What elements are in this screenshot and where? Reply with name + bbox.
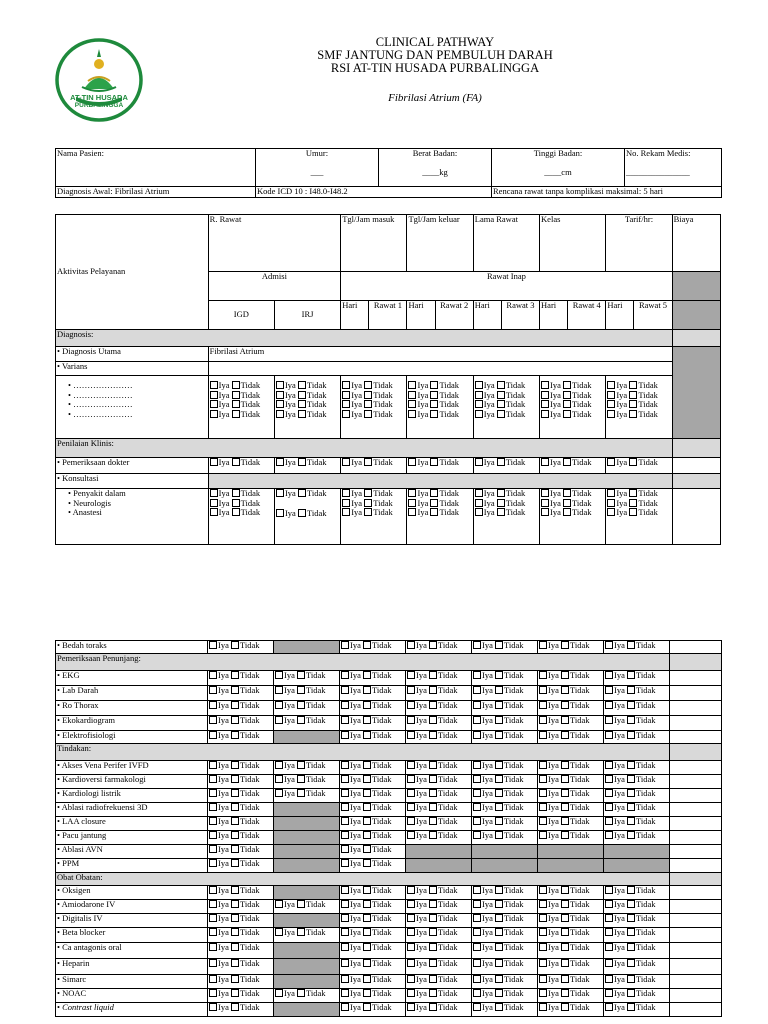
- checkbox-group[interactable]: Iya Tidak Iya Tidak Iya Tidak Iya Tidak: [341, 376, 407, 439]
- section-penunjang: Pemeriksaan Penunjang:: [56, 654, 670, 671]
- checkbox-group[interactable]: Iya Tidak: [472, 959, 538, 975]
- checkbox-group[interactable]: Iya Tidak: [208, 914, 274, 928]
- checkbox-group[interactable]: Iya Tidak: [274, 928, 340, 943]
- hari-header: Hari: [407, 301, 435, 330]
- checkbox-group[interactable]: Iya Tidak: [472, 641, 538, 654]
- checkbox-group[interactable]: Iya Tidak: [208, 959, 274, 975]
- section-tindakan: Tindakan:: [56, 744, 670, 761]
- checkbox-group[interactable]: Iya Tidak: [406, 789, 472, 803]
- checkbox-group[interactable]: Iya Tidak: [406, 914, 472, 928]
- checkbox-group[interactable]: Iya Tidak: [208, 859, 274, 873]
- checkbox-group[interactable]: Iya Tidak Iya Tidak Iya Tidak: [341, 489, 407, 545]
- checkbox-group[interactable]: Iya Tidak: [604, 803, 670, 817]
- checkbox-group[interactable]: Iya Tidak: [472, 989, 538, 1003]
- clinical-pathway-grid-continued: [55, 640, 722, 1017]
- checkbox-group[interactable]: Iya Tidak: [604, 817, 670, 831]
- checkbox-group[interactable]: Iya Tidak: [472, 761, 538, 775]
- ekg-label: • EKG: [56, 671, 208, 686]
- checkbox-group[interactable]: Iya Tidak: [340, 731, 406, 744]
- checkbox-group[interactable]: Iya Tidak: [472, 914, 538, 928]
- checkbox-group[interactable]: Iya Tidak: [406, 671, 472, 686]
- checkbox-group[interactable]: Iya Tidak: [472, 943, 538, 959]
- lama-rawat-header: Lama Rawat: [473, 215, 539, 272]
- checkbox-group[interactable]: Iya Tidak: [208, 845, 274, 859]
- checkbox-group[interactable]: Iya Tidak: [208, 789, 274, 803]
- checkbox-group[interactable]: Iya Tidak: [406, 761, 472, 775]
- diagnosis-awal: Diagnosis Awal: Fibrilasi Atrium: [56, 187, 256, 198]
- heparin-label: • Heparin: [56, 959, 208, 975]
- document-subtitle: Fibrilasi Atrium (FA): [388, 92, 482, 104]
- checkbox-group[interactable]: Iya Tidak: [340, 803, 406, 817]
- title-line-1: CLINICAL PATHWAY: [375, 35, 495, 49]
- checkbox-group[interactable]: Iya Tidak: [274, 989, 340, 1003]
- kardioversi-label: • Kardioversi farmakologi: [56, 775, 208, 789]
- checkbox-group[interactable]: Iya Tidak: [604, 914, 670, 928]
- checkbox-group[interactable]: Iya Tidak: [540, 458, 606, 474]
- kelas-header: Kelas: [540, 215, 606, 272]
- ablasi3d-label: • Ablasi radiofrekuensi 3D: [56, 803, 208, 817]
- rencana-rawat: Rencana rawat tanpa komplikasi maksimal: 5 hari: [492, 187, 722, 198]
- checkbox-group[interactable]: Iya Tidak: [340, 831, 406, 845]
- tgl-masuk-header: Tgl/Jam masuk: [341, 215, 407, 272]
- checkbox-group[interactable]: Iya Tidak: [472, 886, 538, 900]
- checkbox-group[interactable]: Iya Tidak: [208, 886, 274, 900]
- checkbox-group[interactable]: Iya Tidak: [538, 641, 604, 654]
- checkbox-group[interactable]: Iya Tidak Iya Tidak Iya Tidak Iya Tidak: [606, 376, 672, 439]
- checkbox-group[interactable]: Iya Tidak: [406, 831, 472, 845]
- checkbox-group[interactable]: Iya Tidak: [472, 975, 538, 989]
- lab-label: • Lab Darah: [56, 686, 208, 701]
- checkbox-group[interactable]: Iya Tidak: [472, 817, 538, 831]
- checkbox-group[interactable]: Iya Tidak: [406, 701, 472, 716]
- checkbox-group[interactable]: Iya Tidak: [208, 641, 274, 654]
- ro-label: • Ro Thorax: [56, 701, 208, 716]
- simarc-label: • Simarc: [56, 975, 208, 989]
- checkbox-group[interactable]: Iya Tidak: [538, 761, 604, 775]
- checkbox-group[interactable]: Iya Tidak: [406, 817, 472, 831]
- checkbox-group[interactable]: Iya Tidak: [473, 458, 539, 474]
- checkbox-group[interactable]: Iya Tidak: [274, 789, 340, 803]
- checkbox-group[interactable]: Iya Tidak: [538, 1003, 604, 1017]
- checkbox-group[interactable]: Iya Tidak: [604, 761, 670, 775]
- checkbox-group[interactable]: Iya Tidak Iya Tidak: [274, 489, 340, 545]
- checkbox-group[interactable]: Iya Tidak: [208, 817, 274, 831]
- checkbox-group[interactable]: Iya Tidak Iya Tidak Iya Tidak: [473, 489, 539, 545]
- tarif-header: Tarif/hr:: [606, 215, 672, 272]
- checkbox-group[interactable]: Iya Tidak: [407, 458, 473, 474]
- checkbox-group[interactable]: Iya Tidak: [340, 761, 406, 775]
- hari-header: Hari: [473, 301, 501, 330]
- amiodarone-label: • Amiodarone IV: [56, 900, 208, 914]
- checkbox-group[interactable]: Iya Tidak: [472, 701, 538, 716]
- eko-label: • Ekokardiogram: [56, 716, 208, 731]
- checkbox-group[interactable]: Iya Tidak Iya Tidak Iya Tidak Iya Tidak: [540, 376, 606, 439]
- checkbox-group[interactable]: Iya Tidak: [604, 789, 670, 803]
- r-rawat-header: R. Rawat: [208, 215, 341, 272]
- checkbox-group[interactable]: Iya Tidak: [340, 914, 406, 928]
- checkbox-group[interactable]: Iya Tidak: [604, 900, 670, 914]
- checkbox-group[interactable]: Iya Tidak: [604, 775, 670, 789]
- checkbox-group[interactable]: Iya Tidak: [340, 817, 406, 831]
- checkbox-group[interactable]: Iya Tidak: [340, 671, 406, 686]
- hari-header: Hari: [540, 301, 568, 330]
- checkbox-group[interactable]: Iya Tidak: [274, 701, 340, 716]
- checkbox-group[interactable]: Iya Tidak: [472, 731, 538, 744]
- no-rekam-medis-field: No. Rekam Medis: _______________: [625, 149, 722, 187]
- checkbox-group[interactable]: Iya Tidak: [606, 458, 672, 474]
- rawat-5-header: Rawat 5: [634, 301, 672, 330]
- checkbox-group[interactable]: Iya Tidak: [538, 959, 604, 975]
- checkbox-group[interactable]: Iya Tidak: [604, 671, 670, 686]
- checkbox-group[interactable]: Iya Tidak: [340, 900, 406, 914]
- diagnosis-utama-label: • Diagnosis Utama: [56, 347, 209, 362]
- varians-label: • Varians: [56, 362, 209, 376]
- biaya-header: Biaya: [672, 215, 720, 272]
- checkbox-group[interactable]: Iya Tidak: [406, 975, 472, 989]
- checkbox-group[interactable]: Iya Tidak: [472, 1003, 538, 1017]
- elektro-label: • Elektrofisiologi: [56, 731, 208, 744]
- ppm-label: • PPM: [56, 859, 208, 873]
- checkbox-group[interactable]: Iya Tidak: [274, 761, 340, 775]
- checkbox-group[interactable]: Iya Tidak: [538, 686, 604, 701]
- checkbox-group[interactable]: Iya Tidak: [274, 686, 340, 701]
- checkbox-group[interactable]: Iya Tidak: [538, 775, 604, 789]
- checkbox-group[interactable]: Iya Tidak: [406, 731, 472, 744]
- checkbox-group[interactable]: Iya Tidak: [208, 761, 274, 775]
- checkbox-group[interactable]: Iya Tidak: [340, 845, 406, 859]
- checkbox-group[interactable]: Iya Tidak: [604, 943, 670, 959]
- title-line-3: RSI AT-TIN HUSADA PURBALINGGA: [330, 61, 540, 75]
- checkbox-group[interactable]: Iya Tidak: [340, 641, 406, 654]
- checkbox-group[interactable]: Iya Tidak: [604, 701, 670, 716]
- checkbox-group[interactable]: Iya Tidak: [340, 989, 406, 1003]
- checkbox-group[interactable]: Iya Tidak: [538, 943, 604, 959]
- checkbox-group[interactable]: Iya Tidak: [538, 914, 604, 928]
- title-line-2: SMF JANTUNG DAN PEMBULUH DARAH: [317, 48, 553, 62]
- konsultasi-label: • Konsultasi: [56, 474, 209, 489]
- checkbox-group[interactable]: Iya Tidak: [604, 831, 670, 845]
- checkbox-group[interactable]: Iya Tidak: [406, 886, 472, 900]
- checkbox-group[interactable]: Iya Tidak: [538, 731, 604, 744]
- checkbox-group[interactable]: Iya Tidak: [340, 701, 406, 716]
- checkbox-group[interactable]: Iya Tidak: [208, 716, 274, 731]
- checkbox-group[interactable]: Iya Tidak: [604, 731, 670, 744]
- checkbox-group[interactable]: Iya Tidak: [406, 716, 472, 731]
- checkbox-group[interactable]: Iya Tidak: [274, 671, 340, 686]
- checkbox-group[interactable]: Iya Tidak: [406, 928, 472, 943]
- checkbox-group[interactable]: Iya Tidak: [538, 701, 604, 716]
- bedah-label: • Bedah toraks: [56, 641, 208, 654]
- checkbox-group[interactable]: Iya Tidak Iya Tidak Iya Tidak: [540, 489, 606, 545]
- ca-label: • Ca antagonis oral: [56, 943, 208, 959]
- checkbox-group[interactable]: Iya Tidak: [604, 686, 670, 701]
- checkbox-group[interactable]: Iya Tidak: [340, 789, 406, 803]
- checkbox-group[interactable]: Iya Tidak: [208, 831, 274, 845]
- tgl-keluar-header: Tgl/Jam keluar: [407, 215, 473, 272]
- nama-pasien-label: Nama Pasien:: [56, 149, 256, 187]
- hospital-logo: [54, 37, 144, 123]
- checkbox-group[interactable]: Iya Tidak Iya Tidak Iya Tidak: [407, 489, 473, 545]
- checkbox-group[interactable]: Iya Tidak: [604, 989, 670, 1003]
- checkbox-group[interactable]: Iya Tidak: [472, 831, 538, 845]
- umur-field: Umur: ___: [256, 149, 379, 187]
- checkbox-group[interactable]: Iya Tidak Iya Tidak Iya Tidak Iya Tidak: [208, 376, 274, 439]
- section-obat: Obat Obatan:: [56, 873, 670, 886]
- checkbox-group[interactable]: Iya Tidak: [604, 928, 670, 943]
- checkbox-group[interactable]: Iya Tidak: [340, 928, 406, 943]
- diagnosis-utama-value: Fibrilasi Atrium: [208, 347, 672, 362]
- checkbox-group[interactable]: Iya Tidak Iya Tidak Iya Tidak Iya Tidak: [407, 376, 473, 439]
- checkbox-group[interactable]: Iya Tidak: [538, 716, 604, 731]
- checkbox-group[interactable]: Iya Tidak: [340, 943, 406, 959]
- checkbox-group[interactable]: Iya Tidak: [538, 831, 604, 845]
- checkbox-group[interactable]: Iya Tidak: [406, 1003, 472, 1017]
- checkbox-group[interactable]: Iya Tidak: [340, 716, 406, 731]
- checkbox-group[interactable]: Iya Tidak: [274, 900, 340, 914]
- varians-list: • ………………… • ………………… • ………………… • …………………: [56, 376, 209, 439]
- konsultasi-list: • Penyakit dalam • Neurologis • Anastesi: [56, 489, 209, 545]
- checkbox-group[interactable]: Iya Tidak: [208, 943, 274, 959]
- checkbox-group[interactable]: Iya Tidak: [340, 1003, 406, 1017]
- section-diagnosis: Diagnosis:: [56, 330, 673, 347]
- checkbox-group[interactable]: Iya Tidak: [406, 959, 472, 975]
- checkbox-group[interactable]: Iya Tidak: [340, 775, 406, 789]
- kardiologi-label: • Kardiologi listrik: [56, 789, 208, 803]
- irj-header: IRJ: [274, 301, 340, 330]
- checkbox-group[interactable]: Iya Tidak Iya Tidak Iya Tidak: [208, 489, 274, 545]
- checkbox-group[interactable]: Iya Tidak Iya Tidak Iya Tidak: [606, 489, 672, 545]
- clinical-pathway-grid: [55, 214, 721, 545]
- checkbox-group[interactable]: Iya Tidak: [538, 900, 604, 914]
- checkbox-group[interactable]: Iya Tidak: [340, 859, 406, 873]
- checkbox-group[interactable]: Iya Tidak: [274, 775, 340, 789]
- checkbox-group[interactable]: Iya Tidak: [208, 701, 274, 716]
- checkbox-group[interactable]: Iya Tidak: [538, 803, 604, 817]
- checkbox-group[interactable]: Iya Tidak: [472, 928, 538, 943]
- pemeriksaan-dokter-label: • Pemeriksaan dokter: [56, 458, 209, 474]
- checkbox-group[interactable]: Iya Tidak: [604, 975, 670, 989]
- checkbox-group[interactable]: Iya Tidak: [538, 989, 604, 1003]
- aktivitas-pelayanan-header: Aktivitas Pelayanan: [56, 215, 209, 330]
- checkbox-group[interactable]: Iya Tidak: [604, 641, 670, 654]
- checkbox-group[interactable]: Iya Tidak: [406, 686, 472, 701]
- contrast-label: • Contrast liquid: [56, 1003, 208, 1017]
- checkbox-group[interactable]: Iya Tidak: [208, 900, 274, 914]
- checkbox-group[interactable]: Iya Tidak: [208, 989, 274, 1003]
- checkbox-group[interactable]: Iya Tidak: [340, 975, 406, 989]
- checkbox-group[interactable]: Iya Tidak Iya Tidak Iya Tidak Iya Tidak: [274, 376, 340, 439]
- checkbox-group[interactable]: Iya Tidak: [406, 803, 472, 817]
- checkbox-group[interactable]: Iya Tidak: [208, 1003, 274, 1017]
- noac-label: • NOAC: [56, 989, 208, 1003]
- checkbox-group[interactable]: Iya Tidak: [340, 959, 406, 975]
- rawat-4-header: Rawat 4: [568, 301, 606, 330]
- igd-header: IGD: [208, 301, 274, 330]
- oksigen-label: • Oksigen: [56, 886, 208, 900]
- checkbox-group[interactable]: Iya Tidak: [538, 817, 604, 831]
- checkbox-group[interactable]: Iya Tidak: [406, 641, 472, 654]
- checkbox-group[interactable]: Iya Tidak: [472, 686, 538, 701]
- checkbox-group[interactable]: Iya Tidak: [604, 886, 670, 900]
- rawat-1-header: Rawat 1: [369, 301, 407, 330]
- checkbox-group[interactable]: Iya Tidak Iya Tidak Iya Tidak Iya Tidak: [473, 376, 539, 439]
- akses-label: • Akses Vena Perifer IVFD: [56, 761, 208, 775]
- checkbox-group[interactable]: Iya Tidak: [604, 716, 670, 731]
- checkbox-group[interactable]: Iya Tidak: [472, 716, 538, 731]
- checkbox-group[interactable]: Iya Tidak: [538, 789, 604, 803]
- ablasiavn-label: • Ablasi AVN: [56, 845, 208, 859]
- checkbox-group[interactable]: Iya Tidak: [340, 886, 406, 900]
- checkbox-group[interactable]: Iya Tidak: [208, 458, 274, 474]
- checkbox-group[interactable]: Iya Tidak: [538, 928, 604, 943]
- patient-info-table: [55, 148, 722, 198]
- checkbox-group[interactable]: Iya Tidak: [472, 671, 538, 686]
- checkbox-group[interactable]: Iya Tidak: [274, 458, 340, 474]
- admisi-header: Admisi: [208, 272, 341, 301]
- checkbox-group[interactable]: Iya Tidak: [472, 775, 538, 789]
- laa-label: • LAA closure: [56, 817, 208, 831]
- rawat-2-header: Rawat 2: [435, 301, 473, 330]
- berat-badan-field: Berat Badan: ____kg: [379, 149, 492, 187]
- checkbox-group[interactable]: Iya Tidak: [472, 900, 538, 914]
- rawat-inap-header: Rawat Inap: [341, 272, 672, 301]
- checkbox-group[interactable]: Iya Tidak: [340, 686, 406, 701]
- tinggi-badan-field: Tinggi Badan: ____cm: [492, 149, 625, 187]
- checkbox-group[interactable]: Iya Tidak: [208, 928, 274, 943]
- kode-icd: Kode ICD 10 : I48.0-I48.2: [256, 187, 492, 198]
- checkbox-group[interactable]: Iya Tidak: [274, 716, 340, 731]
- rawat-3-header: Rawat 3: [501, 301, 539, 330]
- checkbox-group[interactable]: Iya Tidak: [208, 671, 274, 686]
- checkbox-group[interactable]: Iya Tidak: [406, 989, 472, 1003]
- checkbox-group[interactable]: Iya Tidak: [472, 803, 538, 817]
- checkbox-group[interactable]: Iya Tidak: [472, 789, 538, 803]
- checkbox-group[interactable]: Iya Tidak: [208, 686, 274, 701]
- checkbox-group[interactable]: Iya Tidak: [341, 458, 407, 474]
- checkbox-group[interactable]: Iya Tidak: [538, 886, 604, 900]
- checkbox-group[interactable]: Iya Tidak: [538, 975, 604, 989]
- checkbox-group[interactable]: Iya Tidak: [208, 975, 274, 989]
- checkbox-group[interactable]: Iya Tidak: [208, 775, 274, 789]
- beta-label: • Beta blocker: [56, 928, 208, 943]
- checkbox-group[interactable]: Iya Tidak: [604, 959, 670, 975]
- checkbox-group[interactable]: Iya Tidak: [406, 943, 472, 959]
- checkbox-group[interactable]: Iya Tidak: [406, 775, 472, 789]
- checkbox-group[interactable]: Iya Tidak: [538, 671, 604, 686]
- checkbox-group[interactable]: Iya Tidak: [604, 1003, 670, 1017]
- checkbox-group[interactable]: Iya Tidak: [406, 900, 472, 914]
- hari-header: Hari: [606, 301, 634, 330]
- hari-header: Hari: [341, 301, 369, 330]
- section-penilaian-klinis: Penilaian Klinis:: [56, 439, 673, 458]
- logo-text: AT-TIN HUSADA PURBALINGGA: [70, 93, 128, 109]
- pacu-label: • Pacu jantung: [56, 831, 208, 845]
- checkbox-group[interactable]: Iya Tidak: [208, 731, 274, 744]
- digitalis-label: • Digitalis IV: [56, 914, 208, 928]
- checkbox-group[interactable]: Iya Tidak: [208, 803, 274, 817]
